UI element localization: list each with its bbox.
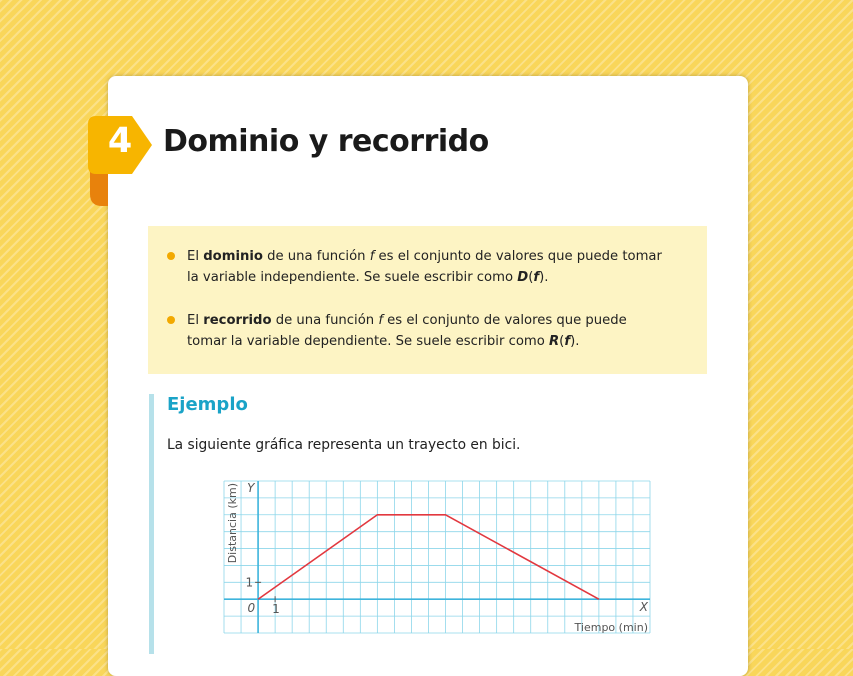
y-axis-letter: Y: [247, 481, 255, 495]
x-tick-label: 1: [272, 602, 280, 617]
term-dominio: dominio: [203, 249, 263, 264]
section-number: 4: [107, 121, 133, 161]
term-recorrido: recorrido: [203, 313, 272, 328]
example-title: Ejemplo: [167, 394, 248, 415]
x-axis-label: Tiempo (min): [574, 621, 648, 634]
bullet-icon: [167, 316, 175, 324]
definition-text: El dominio de una función f es el conjunto de valores que puede tomar la variable independiente. Se suele escribir como D(f).: [187, 249, 662, 285]
example-side-bar: [149, 394, 154, 654]
definition-text: El recorrido de una función f es el conjunto de valores que puede tomar la variable dependiente. Se suele escribir como R(f).: [187, 313, 627, 349]
distance-time-chart: [222, 479, 652, 635]
y-tick-label: 1: [245, 575, 254, 590]
y-axis-label: Distancia (km): [226, 483, 239, 564]
section-number-badge: [88, 116, 152, 208]
page-title: Dominio y recorrido: [163, 124, 489, 159]
origin-label: 0: [247, 601, 256, 616]
definitions-box: [148, 226, 707, 374]
x-axis-letter: X: [639, 600, 648, 615]
chart-grid: [224, 481, 650, 633]
example-text: La siguiente gráfica representa un trayecto en bici.: [167, 437, 521, 453]
bullet-icon: [167, 252, 175, 260]
